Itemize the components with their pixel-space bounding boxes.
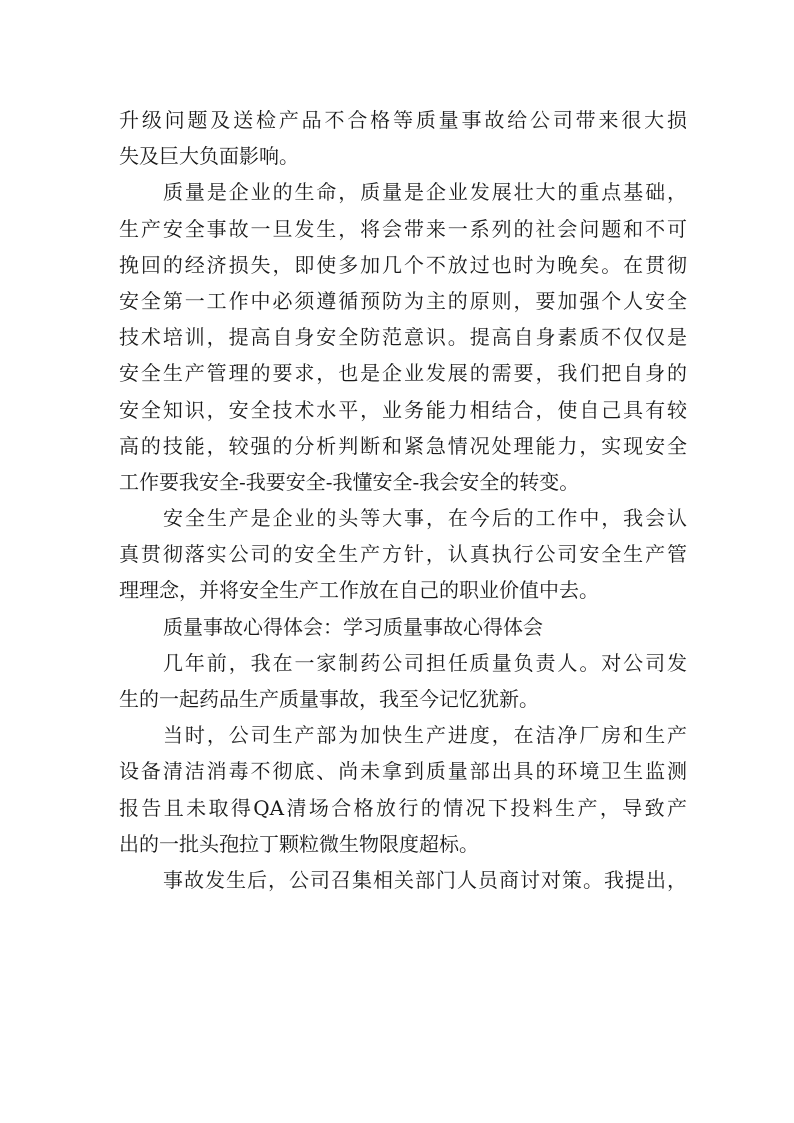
text-line: 理理念，并将安全生产工作放在自己的职业价值中去。 (119, 578, 599, 603)
paragraph-first-line: 安全生产是企业的头等大事，在今后的工作中，我会认 (163, 506, 687, 531)
paragraph-first-line: 质量是企业的生命，质量是企业发展壮大的重点基础， (163, 180, 687, 205)
paragraph-first-line: 几年前，我在一家制药公司担任质量负责人。对公司发 (163, 650, 687, 675)
text-line: 生产安全事故一旦发生，将会带来一系列的社会问题和不可 (119, 216, 687, 241)
document-body (119, 102, 687, 898)
text-line: 高的技能，较强的分析判断和紧急情况处理能力，实现安全 (119, 433, 687, 458)
text-line: 挽回的经济损失，即使多加几个不放过也时为晚矣。在贯彻 (119, 252, 687, 277)
text-line: 工作要我安全-我要安全-我懂安全-我会安全的转变。 (119, 469, 580, 494)
text-line: 技术培训，提高自身安全防范意识。提高自身素质不仅仅是 (119, 325, 687, 350)
paragraph-first-line: 当时，公司生产部为加快生产进度，在洁净厂房和生产 (163, 723, 687, 748)
text-line: 生的一起药品生产质量事故，我至今记忆犹新。 (119, 687, 539, 711)
text-line: 出的一批头孢拉丁颗粒微生物限度超标。 (119, 831, 479, 856)
text-line: 安全第一工作中必须遵循预防为主的原则，要加强个人安全 (119, 288, 687, 313)
text-line: 真贯彻落实公司的安全生产方针，认真执行公司安全生产管 (119, 542, 687, 567)
text-line: 安全生产管理的要求，也是企业发展的需要，我们把自身的 (119, 361, 687, 386)
text-line: 升级问题及送检产品不合格等质量事故给公司带来很大损 (119, 108, 687, 132)
paragraph-first-line: 事故发生后，公司召集相关部门人员商讨对策。我提出， (163, 867, 687, 892)
text-line: 安全知识，安全技术水平，业务能力相结合，使自己具有较 (119, 397, 687, 422)
section-heading: 质量事故心得体会：学习质量事故心得体会 (163, 614, 543, 639)
text-line: 报告且未取得QA清场合格放行的情况下投料生产，导致产 (119, 795, 687, 820)
text-line: 设备清洁消毒不彻底、尚未拿到质量部出具的环境卫生监测 (119, 759, 687, 784)
text-line: 失及巨大负面影响。 (119, 144, 299, 169)
